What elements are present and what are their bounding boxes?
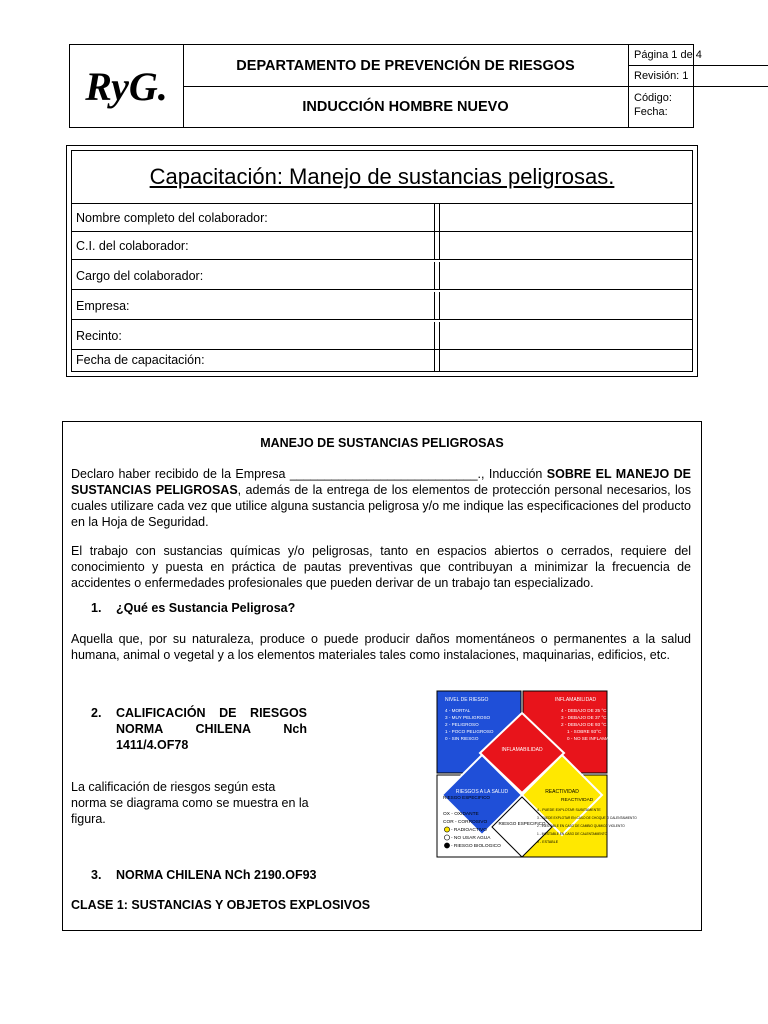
field-label: C.I. del colaborador: (76, 239, 189, 253)
no-water-icon (444, 835, 449, 840)
diamond-label-salud: RIESGOS A LA SALUD (455, 789, 509, 795)
heading-2-text: CALIFICACIÓN DE RIESGOS NORMA CHILENA Nch 1411/4.OF78 (116, 706, 307, 752)
section-title: MANEJO DE SUSTANCIAS PELIGROSAS (260, 436, 504, 450)
class-1-heading: CLASE 1: SUSTANCIAS Y OBJETOS EXPLOSIVOS (71, 898, 371, 912)
nfpa-hazard-diamond (437, 691, 637, 857)
red-item: 1 - SOBRE 93°C (567, 729, 602, 734)
field-divider (434, 292, 440, 319)
intro-paragraph: El trabajo con sustancias químicas y/o peligrosas, tanto en espacios abiertos o cerrados, requiere del conocimiento y puesta en práctica de pautas preventivas que contribuyan a minimizar la frecuencia de accidentes o enfermedades profesionales que pueden derivar de un trabajo tan especializado. (71, 544, 691, 590)
form-row-empresa (72, 292, 692, 320)
biohazard-icon (444, 843, 449, 848)
white-item: COR - CORROSIVO (443, 820, 488, 825)
yellow-item: 2 - INESTABLE EN CASO DE CAMBIO QUIMICO VIOLENTO (537, 824, 625, 828)
blue-item: 0 - SIN RIESGO (445, 736, 479, 741)
blue-item: 1 - POCO PELIGROSO (445, 729, 494, 734)
radioactive-icon (444, 827, 449, 832)
definition-paragraph: Aquella que, por su naturaleza, produce o puede producir daños momentáneos o permanentes a la salud humana, animal o vegetal y a los elementos materiales tales como instalaciones, maquinarias, edificios, etc. (71, 632, 691, 662)
red-item: 0 - NO SE INFLAMA (567, 736, 610, 741)
white-item: - RADIOACTIVO (451, 828, 487, 833)
declaration-text-end: , además de la entrega de los elementos de protección personal necesarios, los cuales utilizare cada vez que utilice alguna sustancia peligrosa y/o me indique las especificaciones del producto en la Hoja de Seguridad. (71, 483, 691, 529)
diamond-label-inflam: INFLAMABILIDAD (501, 747, 543, 753)
yellow-item: 0 - ESTABLE (537, 840, 559, 844)
red-item: 4 - DEBAJO DE 25 °C (561, 708, 607, 713)
form-inner (71, 150, 693, 372)
field-label: Cargo del colaborador: (76, 269, 204, 283)
document-header (69, 44, 702, 128)
form-row-ci (72, 232, 692, 260)
declaration-paragraph (71, 466, 691, 530)
field-divider (434, 204, 440, 231)
header-meta (629, 45, 702, 127)
yellow-item: 1 - INESTABLE EN CASO DE CALENTAMIENTO (537, 832, 608, 836)
form-row-fecha (72, 349, 692, 371)
red-item: 2 - DEBAJO DE 93 °C (561, 722, 607, 727)
field-label: Recinto: (76, 329, 122, 343)
white-item: - RIESGO BIOLOGICO (451, 844, 501, 849)
white-item: - NO USAR AGUA (451, 836, 491, 841)
diamond-label-reac: REACTIVIDAD (545, 789, 579, 795)
participant-form (66, 145, 698, 377)
heading-2-number: 2. (91, 706, 102, 720)
field-label: Nombre completo del colaborador: (76, 211, 268, 225)
diamond-label-esp: RIESGO ESPECIFICO (498, 821, 546, 826)
heading-3-number: 3. (91, 868, 102, 882)
page-number: Página 1 de 4 (629, 45, 768, 66)
heading-3: NORMA CHILENA NCh 2190.OF93 (116, 868, 317, 882)
declaration-text: Declaro haber recibido de la Empresa ___________________________., Inducción (71, 467, 547, 481)
date-label: Fecha: (634, 106, 668, 118)
red-item: 3 - DEBAJO DE 37 °C (561, 715, 607, 720)
code-date (629, 91, 672, 119)
white-item: OX - OXIDANTE (443, 812, 479, 817)
rating-paragraph: La calificación de riesgos según esta norma se diagrama como se muestra en la figura. (71, 780, 309, 826)
red-title: INFLAMABILIDAD (555, 697, 597, 703)
field-divider (434, 232, 440, 259)
yellow-item: 3 - PUEDE EXPLOTAR EN CASO DE CHOQUE O CALENTAMIENTO (537, 816, 637, 820)
form-row-cargo (72, 262, 692, 290)
field-label: Empresa: (76, 299, 130, 313)
blue-item: 2 - PELIGROSO (445, 722, 479, 727)
yellow-title: REACTIVIDAD (561, 798, 594, 803)
declaration-bold: SOBRE EL MANEJO DE SUSTANCIAS PELIGROSAS (71, 467, 691, 497)
field-divider (434, 262, 440, 289)
company-logo: RyG. (70, 45, 184, 127)
document-subtitle: INDUCCIÓN HOMBRE NUEVO (302, 99, 509, 115)
heading-1-number: 1. (91, 601, 102, 615)
form-row-recinto (72, 322, 692, 350)
heading-1: ¿Qué es Sustancia Peligrosa? (116, 601, 296, 615)
white-title: RIESGO ESPECIFICO (443, 795, 490, 800)
blue-item: 4 - MORTAL (445, 708, 471, 713)
blue-item: 3 - MUY PELIGROSO (445, 715, 491, 720)
header-center (183, 45, 629, 127)
form-title: Capacitación: Manejo de sustancias peligrosas. (72, 151, 692, 204)
form-row-name (72, 204, 692, 232)
field-divider (434, 322, 440, 349)
yellow-item: 4 - PUEDE EXPLOTAR SUBITAMENTE (537, 808, 601, 812)
nfpa-diagram (437, 691, 637, 857)
field-label: Fecha de capacitación: (76, 353, 205, 367)
revision: Revisión: 1 (629, 66, 768, 87)
department-title: DEPARTAMENTO DE PREVENCIÓN DE RIESGOS (183, 45, 628, 87)
blue-title: NIVEL DE RIESGO (445, 697, 489, 703)
field-divider (434, 349, 440, 371)
code-label: Código: (634, 92, 672, 104)
